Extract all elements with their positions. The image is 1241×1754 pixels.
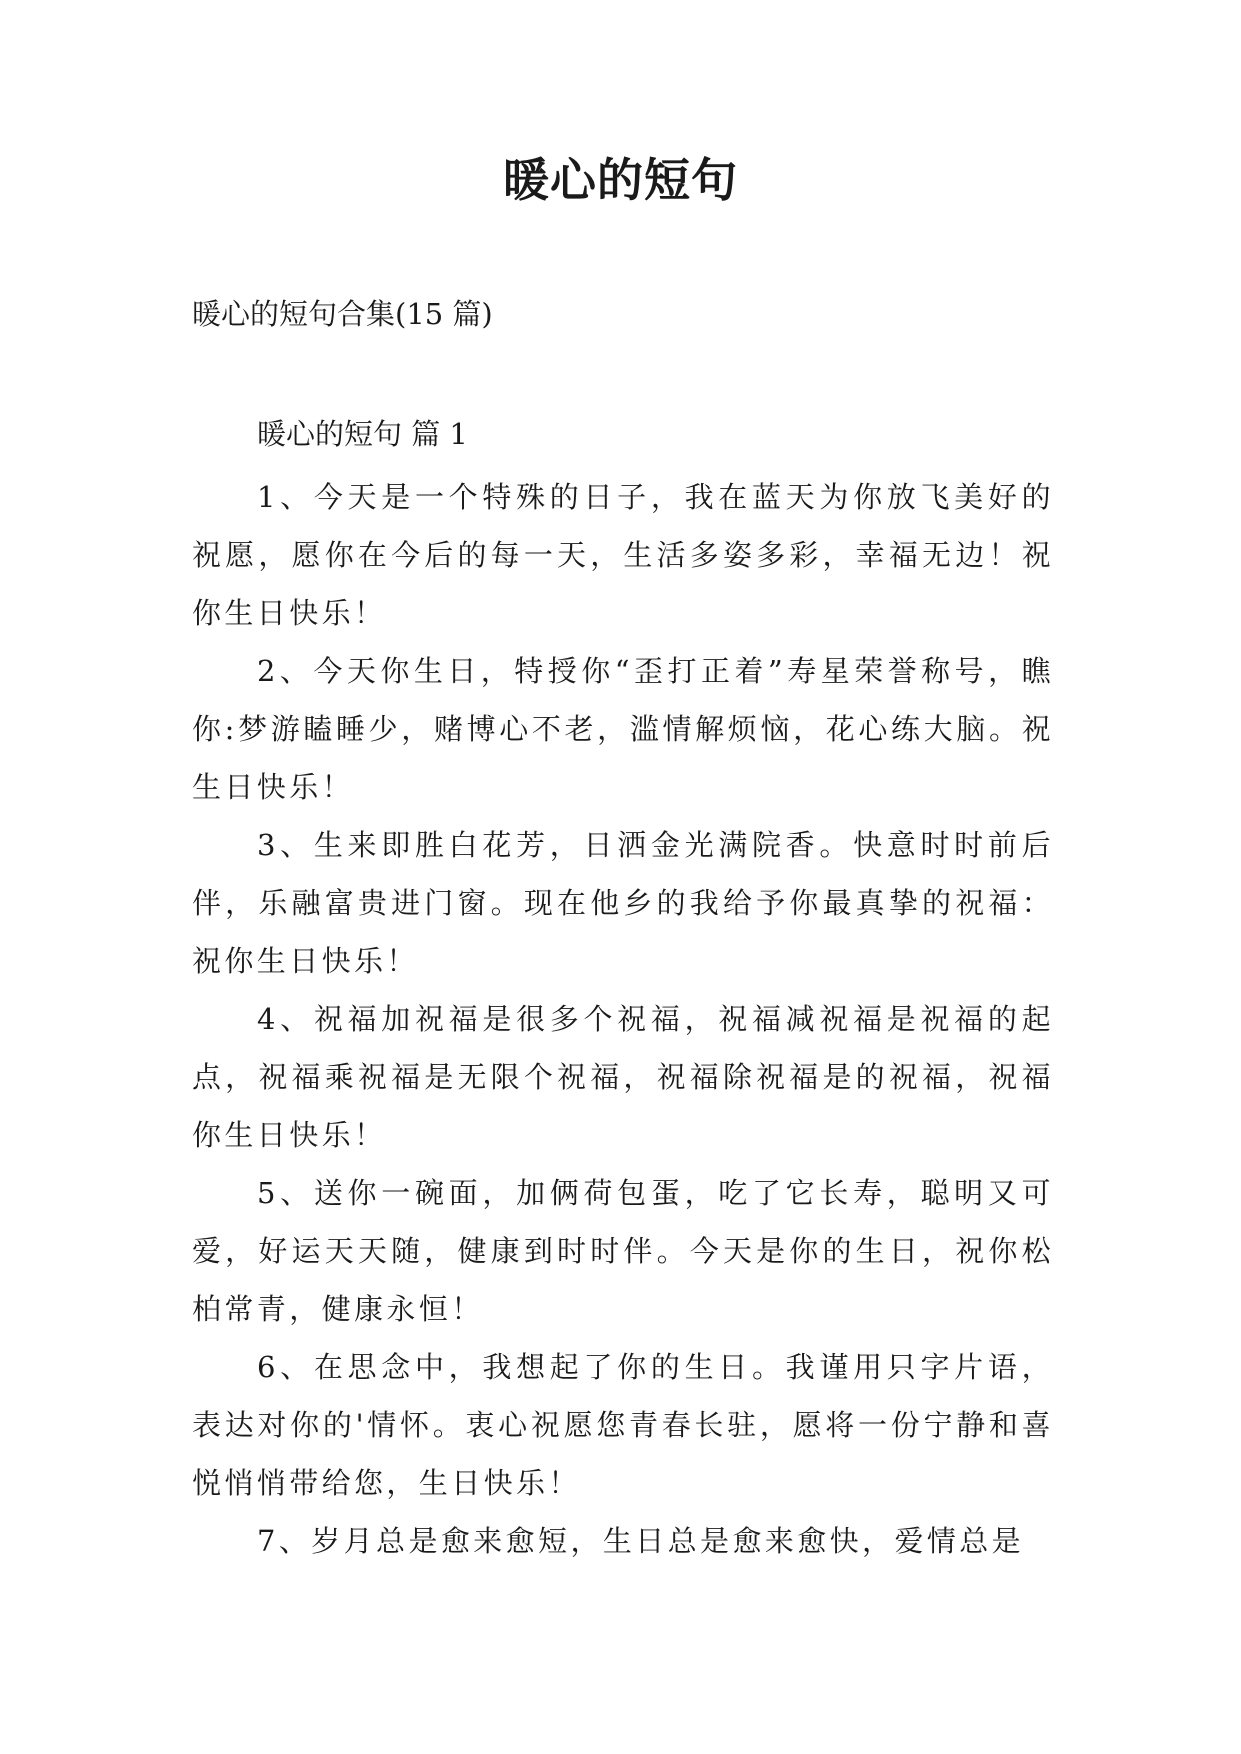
- section-heading: 暖心的短句 篇 1: [257, 417, 468, 451]
- paragraph-4: 4、祝福加祝福是很多个祝福，祝福减祝福是祝福的起点，祝福乘祝福是无限个祝福，祝福除祝福是的祝福，祝福你生日快乐！: [192, 1002, 1054, 1152]
- document-body: [192, 468, 1054, 1570]
- paragraph-3: 3、生来即胜白花芳，日洒金光满院香。快意时时前后伴，乐融富贵进门窗。现在他乡的我给予你最真挚的祝福：祝你生日快乐！: [192, 828, 1054, 978]
- paragraph-6: 6、在思念中，我想起了你的生日。我谨用只字片语，表达对你的'情怀。衷心祝愿您青春长驻，愿将一份宁静和喜悦悄悄带给您，生日快乐！: [192, 1350, 1054, 1500]
- paragraph-7: 7、岁月总是愈来愈短，生日总是愈来愈快，爱情总是: [257, 1524, 1025, 1558]
- paragraph-2: 2、今天你生日，特授你“歪打正着”寿星荣誉称号，瞧你:梦游瞌睡少，赌博心不老，滥情解烦恼，花心练大脑。祝生日快乐！: [192, 654, 1054, 804]
- document-subtitle: 暖心的短句合集(15 篇): [192, 297, 493, 331]
- paragraph-5: 5、送你一碗面，加俩荷包蛋，吃了它长寿，聪明又可爱，好运天天随，健康到时时伴。今天是你的生日，祝你松柏常青，健康永恒！: [192, 1176, 1054, 1326]
- paragraph-1: 1、今天是一个特殊的日子，我在蓝天为你放飞美好的祝愿，愿你在今后的每一天，生活多姿多彩，幸福无边！祝你生日快乐！: [192, 480, 1054, 630]
- document-title: 暖心的短句: [503, 153, 738, 207]
